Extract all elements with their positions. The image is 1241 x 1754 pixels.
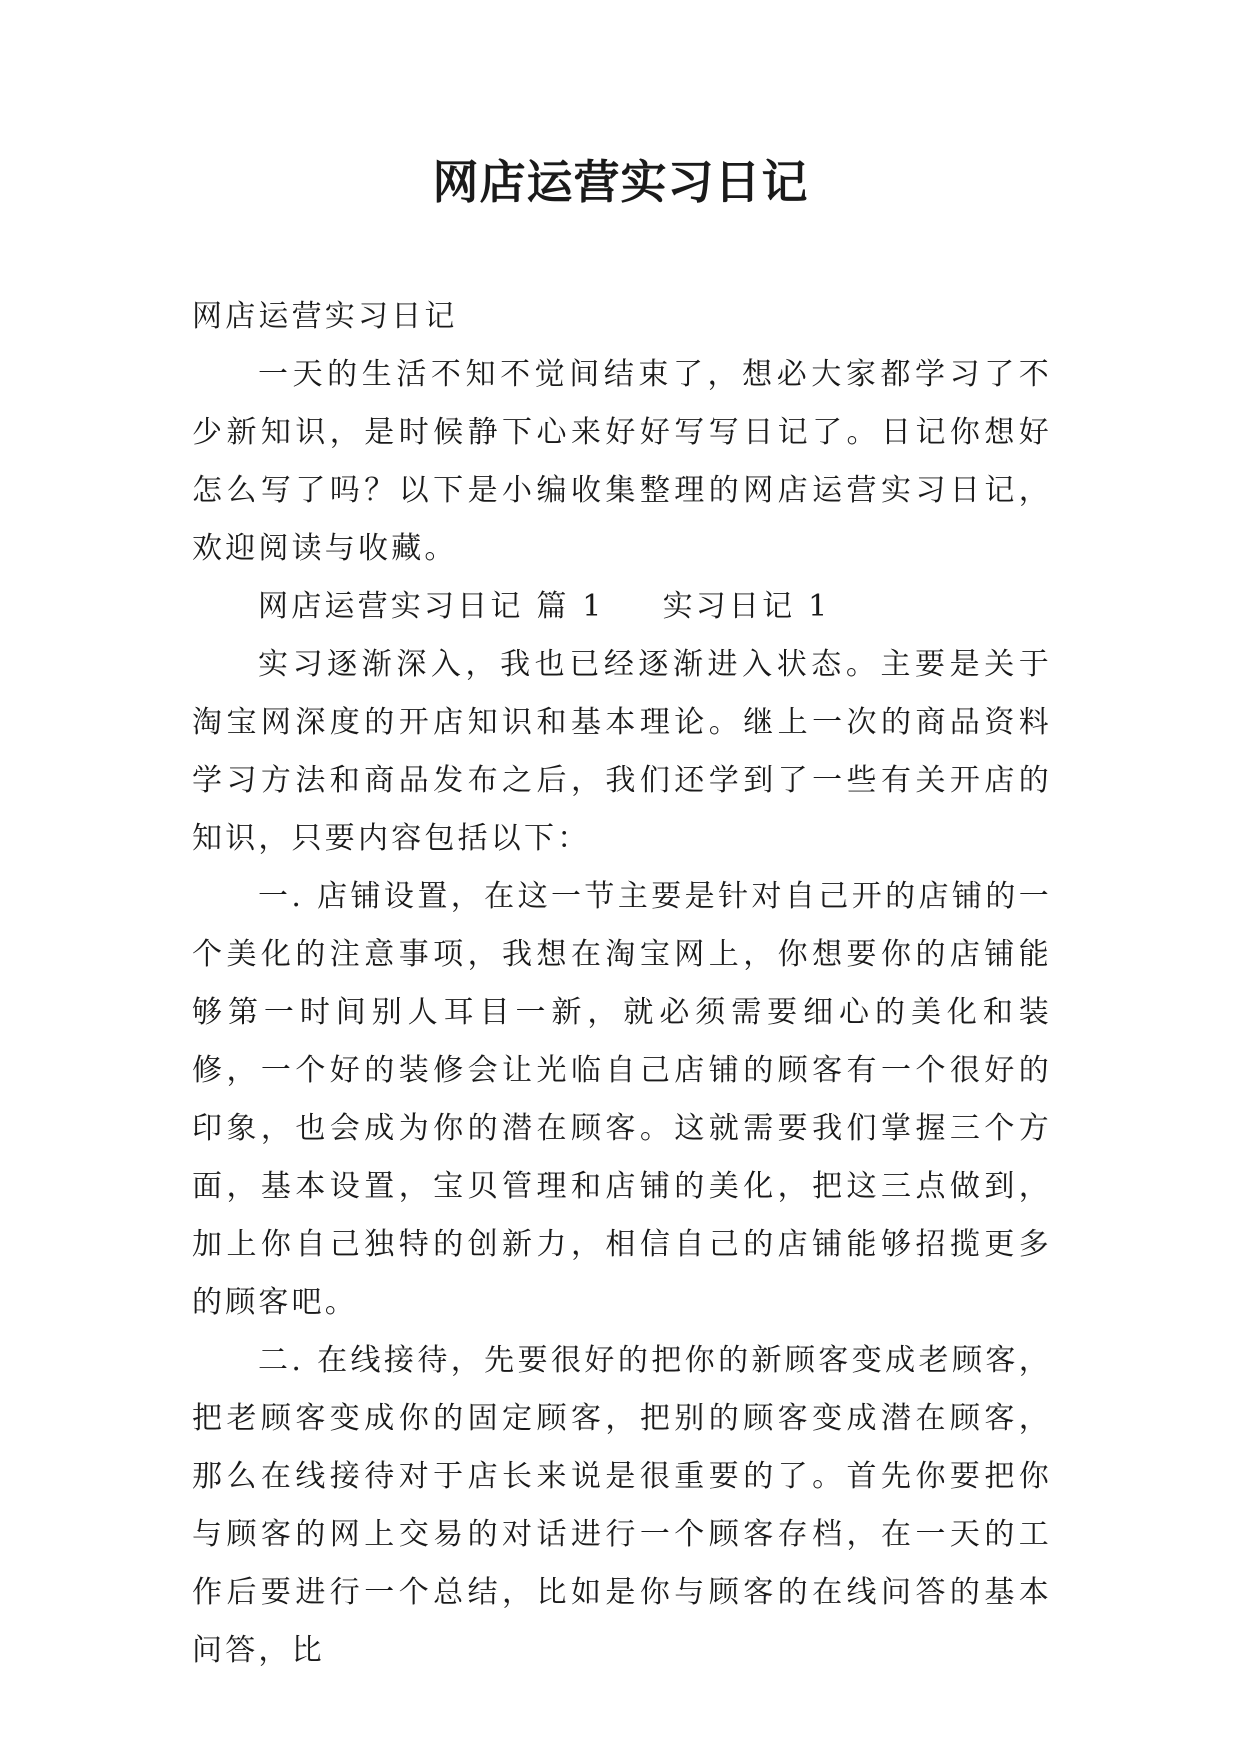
document-title: 网店运营实习日记 (432, 155, 809, 209)
body-paragraph-3: 二. 在线接待，先要很好的把你的新顾客变成老顾客，把老顾客变成你的固定顾客，把别的顾客变成潜在顾客，那么在线接待对于店长来说是很重要的了。首先你要把你与顾客的网上交易的对话进行一个顾客存档，在一天的工作后要进行一个总结，比如是你与顾客的在线问答的基本问答，比 (192, 1343, 1052, 1668)
document-subtitle: 网店运营实习日记 (192, 299, 458, 334)
intro-paragraph: 一天的生活不知不觉间结束了，想必大家都学习了不少新知识，是时候静下心来好好写写日记了。日记你想好怎么写了吗？以下是小编收集整理的网店运营实习日记，欢迎阅读与收藏。 (192, 357, 1052, 566)
section-heading-part-a: 网店运营实习日记 篇 1 (258, 589, 605, 624)
body-paragraph-2: 一. 店铺设置，在这一节主要是针对自己开的店铺的一个美化的注意事项，我想在淘宝网上，你想要你的店铺能够第一时间别人耳目一新，就必须需要细心的美化和装修，一个好的装修会让光临自己店铺的顾客有一个很好的印象，也会成为你的潜在顾客。这就需要我们掌握三个方面，基本设置，宝贝管理和店铺的美化，把这三点做到，加上你自己独特的创新力，相信自己的店铺能够招揽更多的顾客吧。 (192, 879, 1052, 1320)
section-heading (192, 578, 1052, 636)
section-heading-part-b: 实习日记 1 (662, 589, 831, 624)
document-body (192, 288, 1052, 1680)
body-paragraph-1: 实习逐渐深入，我也已经逐渐进入状态。主要是关于淘宝网深度的开店知识和基本理论。继上一次的商品资料学习方法和商品发布之后，我们还学到了一些有关开店的知识，只要内容包括以下： (192, 647, 1052, 856)
